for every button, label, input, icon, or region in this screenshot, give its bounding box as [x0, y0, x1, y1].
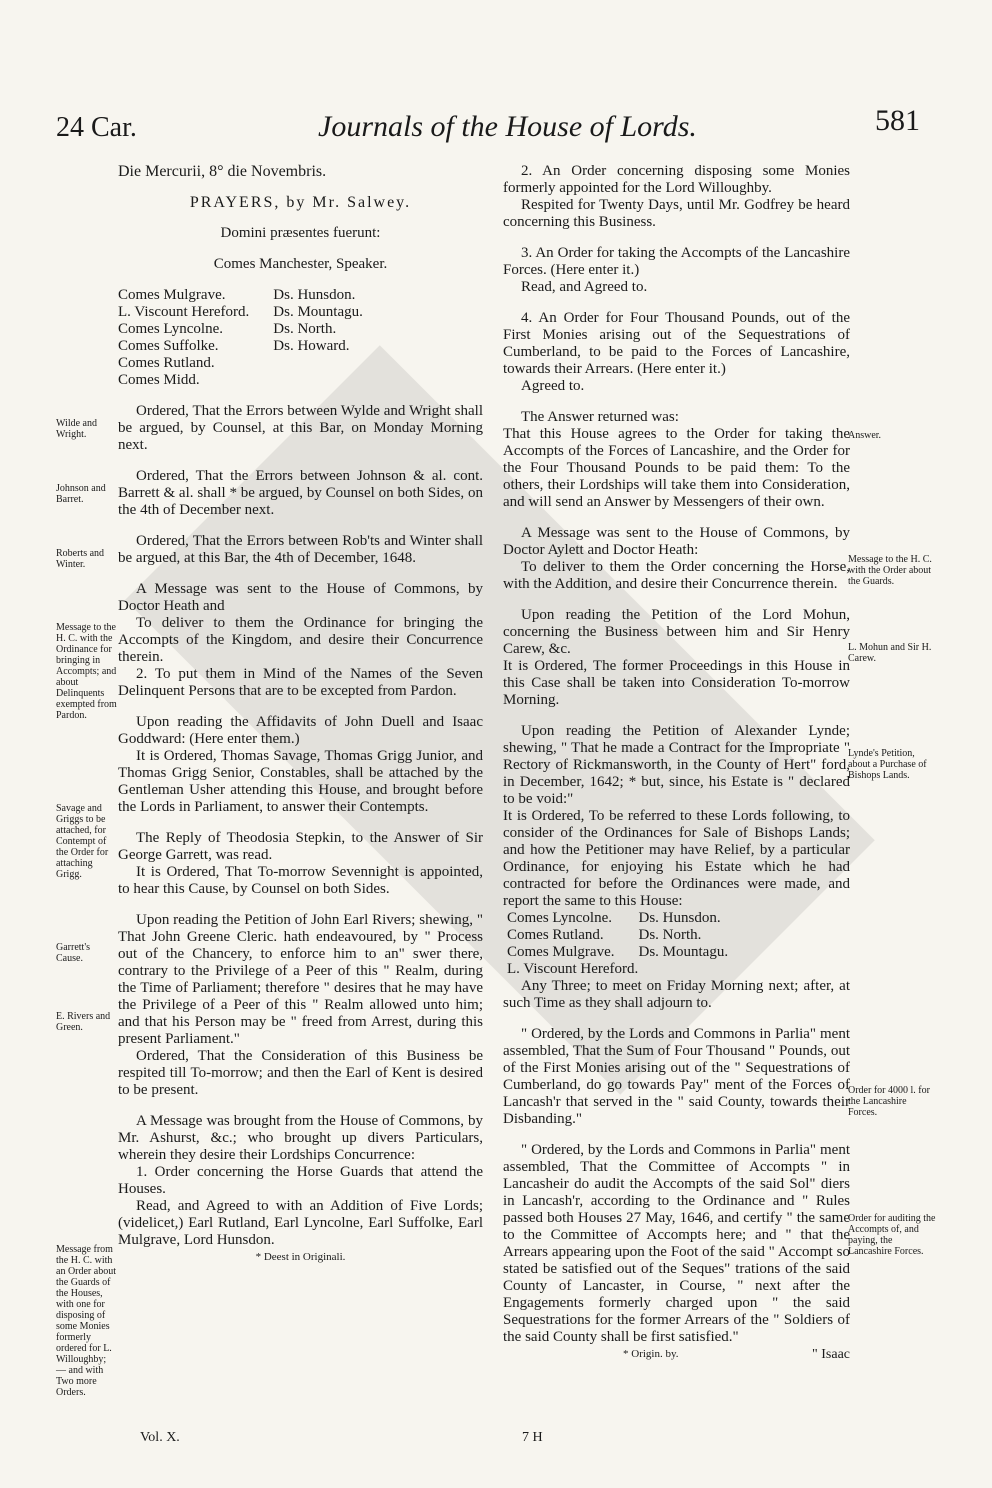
entry-message-heath-3: 2. To put them in Mind of the Names of the Seven Delinquent Persons that are to be excepted from Pardon.	[118, 666, 483, 699]
page-title: Journals of the House of Lords.	[318, 110, 697, 143]
margin-note: Answer.	[848, 430, 882, 441]
committee-col-b	[638, 910, 728, 961]
entry-message-ashurst: A Message was brought from the House of Commons, by Mr. Ashurst, &c.; who brought up divers Particulars, wherein they desire their Lordships Concurrence:	[118, 1113, 483, 1163]
header-left: 24 Car.	[56, 112, 137, 143]
margin-note: Order for 4000 l. for the Lancashire Forces.	[848, 1085, 930, 1118]
margin-note: Message to the H. C. with the Ordinance for bringing in Accompts; and about Delinquents exempted from Pardon.	[56, 622, 117, 721]
margin-note: Johnson and Barret.	[56, 483, 106, 505]
lords-present-list	[118, 287, 483, 389]
entry-wylde-wright: Ordered, That the Errors between Wylde and Wright shall be argued, by Counsel, at this Bar, on Monday Morning next.	[118, 403, 483, 453]
margin-note: Message to the H. C. with the Order about the Guards.	[848, 554, 932, 587]
entry-affidavits: Upon reading the Affidavits of John Duell and Isaac Goddward: (Here enter them.)	[118, 714, 483, 747]
entry-answer-returned: The Answer returned was:	[521, 409, 679, 425]
entry-mohun-petition: Upon reading the Petition of the Lord Mohun, concerning the Business between him and Sir Henry Carew, &c.	[503, 607, 850, 657]
lord-name: L. Viscount Hereford.	[507, 961, 639, 977]
footnote-left: * Deest in Originali.	[255, 1251, 346, 1263]
entry-stepkin-reply: The Reply of Theodosia Stepkin, to the Answer of Sir George Garrett, was read.	[118, 830, 483, 863]
left-column	[118, 163, 483, 1266]
entry-stepkin-order: It is Ordered, That To-morrow Sevennight is appointed, to hear this Cause, by Counsel on both Sides.	[118, 864, 483, 897]
entry-lynde-petition: Upon reading the Petition of Alexander Lynde; shewing, " That he made a Contract for the Impropriate " Rectory of Rickmansworth, in the County of Hert" ford, in December, 1642; * but, since, his Estate is " declared to be void:"	[503, 723, 850, 807]
lord-name: Comes Rutland.	[507, 927, 604, 943]
lord-name: Ds. Hunsdon.	[638, 910, 721, 926]
entry-message-heath-2: To deliver to them the Ordinance for bringing the Accompts of the Kingdom, and desire their Concurrence therein.	[118, 615, 483, 665]
committee-col-a	[507, 910, 614, 961]
entry-attached: It is Ordered, Thomas Savage, Thomas Grigg Junior, and Thomas Grigg Senior, Constables, shall be attached by the Gentleman Usher attending this House, and brought before the Lords in Parliament, to answer their Contempts.	[118, 748, 483, 815]
entry-message-aylett: A Message was sent to the House of Commons, by Doctor Aylett and Doctor Heath:	[503, 525, 850, 558]
lord-name: Comes Lyncolne.	[118, 321, 223, 337]
lord-name: Ds. Mountagu.	[273, 304, 363, 320]
margin-note: L. Mohun and Sir H. Carew.	[848, 642, 932, 664]
footnote-right	[503, 1346, 850, 1363]
entry-message-aylett-2: To deliver to them the Order concerning the Horse, with the Addition, and desire their Concurrence therein.	[503, 559, 850, 592]
lords-col-a	[118, 287, 249, 389]
present-line: Domini præsentes fuerunt:	[220, 225, 381, 241]
entry-read-agreed: Read, and Agreed to.	[521, 279, 648, 295]
lord-name: L. Viscount Hereford.	[118, 304, 250, 320]
lord-name: Ds. Hunsdon.	[273, 287, 356, 303]
entry-order-audit: " Ordered, by the Lords and Commons in Parlia" ment assembled, That the Committee of Accompts " in Lancasheir do audit the Accompts of the said Sol" diers in Lancash'r, according to the Ordinance and " Rules passed both Houses 27 May, 1646, and certify " the same to the Committee of Accompts here; and " that the Arrears appearing upon the Foot of the said " Accompt so stated be satisfied out of the Seques" trations of the said County of Lancaster, in Course, " next after the Engagements formerly charged upon " the said Sequestrations for the former Arrears of the " Soldiers of the said County shall be first satisfied."	[503, 1142, 850, 1345]
lord-name: Comes Rutland.	[118, 355, 215, 371]
lord-name: Comes Midd.	[118, 372, 200, 388]
entry-rivers-order: Ordered, That the Consideration of this Business be respited till To-morrow; and then the Earl of Kent is desired to be present.	[118, 1048, 483, 1098]
margin-note: Message from the H. C. with an Order about the Guards of the Houses, with one for disposing of some Monies formerly ordered for L. Willoughby; — and with Two more Orders.	[56, 1244, 116, 1398]
margin-note: Wilde and Wright.	[56, 418, 97, 440]
prayers-line: PRAYERS, by Mr. Salwey.	[189, 194, 412, 211]
entry-answer-text: That this House agrees to the Order for taking the Accompts of the Forces of Lancashire, and the Order for the Four Thousand Pounds to be paid them: To the others, their Lordships will take them into Consideration, and will send an Answer by Messengers of their own.	[503, 426, 850, 510]
lords-col-b	[273, 287, 363, 389]
margin-note: Lynde's Petition, about a Purchase of Bishops Lands.	[848, 748, 927, 781]
speaker-line: Comes Manchester, Speaker.	[213, 256, 388, 272]
lord-name: Comes Lyncolne.	[507, 910, 612, 926]
entry-lynde-order: It is Ordered, To be referred to these Lords following, to consider of the Ordinances for Sale of Bishops Lands; and how the Petitioner may have Relief, by a particular Ordinance, for enjoying his Estate which he had contracted for before the Ordinances were made, and report the same to this House:	[503, 808, 850, 909]
volume-label: Vol. X.	[140, 1430, 180, 1445]
lord-name: Comes Suffolke.	[118, 338, 219, 354]
margin-note: Roberts and Winter.	[56, 548, 105, 570]
entry-willoughby: 2. An Order concerning disposing some Monies formerly appointed for the Lord Willoughby.	[503, 163, 850, 196]
margin-note: Garrett's Cause.	[56, 942, 91, 964]
entry-message-heath: A Message was sent to the House of Commons, by Doctor Heath and	[118, 581, 483, 614]
lord-name: Ds. North.	[273, 321, 337, 337]
entry-johnson-barrett: Ordered, That the Errors between Johnson & al. cont. Barrett & al. shall * be argued, by Counsel on both Sides, on the 4th of December next.	[118, 468, 483, 518]
entry-rivers-petition: Upon reading the Petition of John Earl Rivers; shewing, " That John Greene Cleric. hath endeavoured, by " Process out of the Chancery, to enforce him to an" swer there, contrary to the Privilege of a Peer of this " Realm, during the Time of Parliament; therefore " desires that he may have the Privilege of a Peer of this " Realm allowed unto him; and that his Person may be " freed from Arrest, during this present Parliament."	[118, 912, 483, 1047]
entry-mohun-order: It is Ordered, The former Proceedings in this House in this Case shall be taken into Consideration To-morrow Morning.	[503, 658, 850, 708]
signature-mark: 7 H	[522, 1430, 543, 1445]
date-line: Die Mercurii, 8° die Novembris.	[118, 163, 327, 180]
page-number: 581	[875, 104, 920, 137]
entry-horse-guards: 1. Order concerning the Horse Guards that attend the Houses.	[118, 1164, 483, 1197]
lord-name: Comes Mulgrave.	[507, 944, 615, 960]
footnote-text: * Origin. by.	[623, 1348, 679, 1360]
entry-agreed: Agreed to.	[521, 378, 585, 394]
entry-horse-guards-agreed: Read, and Agreed to with an Addition of Five Lords; (videlicet,) Earl Rutland, Earl Lyncolne, Earl Suffolke, Earl Mulgrave, Lord Hunsdon.	[118, 1198, 483, 1248]
entry-roberts-winter: Ordered, That the Errors between Rob'ts and Winter shall be argued, at this Bar, the 4th of December, 1648.	[118, 533, 483, 566]
entry-any-three: Any Three; to meet on Friday Morning next; after, at such Time as they shall adjourn to.	[503, 978, 850, 1011]
lord-name: Ds. Howard.	[273, 338, 350, 354]
margin-note: Order for auditing the Accompts of, and paying, the Lancashire Forces.	[848, 1213, 936, 1257]
lord-name: Ds. Mountagu.	[638, 944, 729, 960]
entry-lancashire-accompts: 3. An Order for taking the Accompts of the Lancashire Forces. (Here enter it.)	[503, 245, 850, 278]
entry-four-thousand: 4. An Order for Four Thousand Pounds, out of the First Monies arising out of the Sequestrations of Cumberland, to be paid to the Forces of Lancashire, towards their Arrears. (Here enter it.)	[503, 310, 850, 377]
lord-name: Comes Mulgrave.	[118, 287, 226, 303]
catchword: " Isaac	[812, 1347, 850, 1362]
lord-name: Ds. North.	[638, 927, 702, 943]
entry-order-cumberland: " Ordered, by the Lords and Commons in Parlia" ment assembled, That the Sum of Four Thousand " Pounds, out of the First Monies arising out of the " Sequestrations of Cumberland, do go towards Pay" ment of the Forces of Lancash'r that served in the " said County, towards their Disbanding."	[503, 1026, 850, 1127]
margin-note: E. Rivers and Green.	[56, 1011, 111, 1033]
right-column	[503, 163, 850, 1363]
entry-willoughby-respited: Respited for Twenty Days, until Mr. Godfrey be heard concerning this Business.	[503, 197, 850, 230]
margin-note: Savage and Griggs to be attached, for Contempt of the Order for attaching Grigg.	[56, 803, 109, 880]
lords-committee-list	[507, 910, 850, 961]
